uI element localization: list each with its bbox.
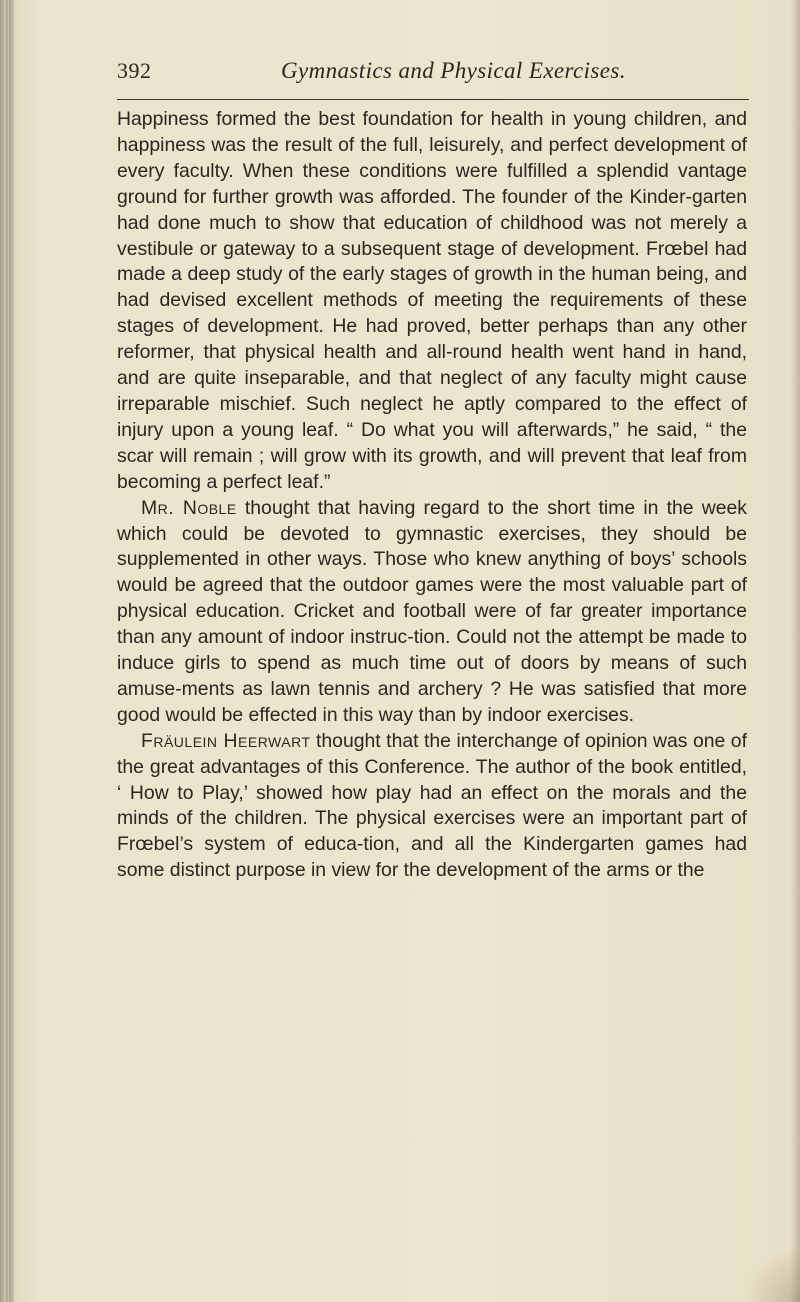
paragraph-2: [117, 496, 747, 729]
header-rule: [117, 99, 749, 100]
speaker-noble: Mr. Noble: [141, 496, 237, 519]
speaker-heerwart: Fräulein Heerwart: [141, 729, 311, 752]
running-header: [117, 58, 749, 98]
running-title: Gymnastics and Physical Exercises.: [281, 58, 626, 83]
body-text: [117, 107, 747, 884]
page-number: 392: [117, 58, 152, 83]
book-gutter: [0, 0, 14, 1302]
paragraph-3: [117, 729, 747, 884]
page-edge-shadow: [790, 0, 800, 1302]
paragraph-1: [117, 107, 747, 496]
page-corner-stain: [740, 1242, 800, 1302]
paragraph-2-text: thought that having regard to the short time in the week which could be devoted to gymnastic exercises, they should be supplemented in other ways. Those who knew anything of boys’ schools would be agreed that the outdoor games were the most valuable part of physical education. Cricket and football were of far greater importance than any amount of indoor instruc-tion. Could not the attempt be made to induce girls to spend as much time out of doors by means of such amuse-ments as lawn tennis and archery ? He was satisfied that more good would be effected in this way than by indoor exercises.: [117, 496, 747, 726]
paragraph-1-text: Happiness formed the best foundation for health in young children, and happiness was the result of the full, leisurely, and perfect development of every faculty. When these conditions were fulfilled a splendid vantage ground for further growth was afforded. The founder of the Kinder-garten had done much to show that education of childhood was not merely a vestibule or gateway to a subsequent stage of development. Frœbel had made a deep study of the early stages of growth in the human being, and had devised excellent methods of meeting the requirements of these stages of development. He had proved, better perhaps than any other reformer, that physical health and all-round health went hand in hand, and are quite inseparable, and that neglect of any faculty might cause irreparable mischief. Such neglect he aptly compared to the effect of injury upon a young leaf. “ Do what you will afterwards,” he said, “ the scar will remain ; will grow with its growth, and will prevent that leaf from becoming a perfect leaf.”: [117, 108, 747, 493]
paragraph-3-text: thought that the interchange of opinion was one of the great advantages of this Conference. The author of the book entitled, ‘ How to Play,’ showed how play had an effect on the morals and the minds of the children. The physical exercises were an important part of Frœbel’s system of educa-tion, and all the Kindergarten games had some distinct purpose in view for the development of the arms or the: [117, 729, 747, 882]
